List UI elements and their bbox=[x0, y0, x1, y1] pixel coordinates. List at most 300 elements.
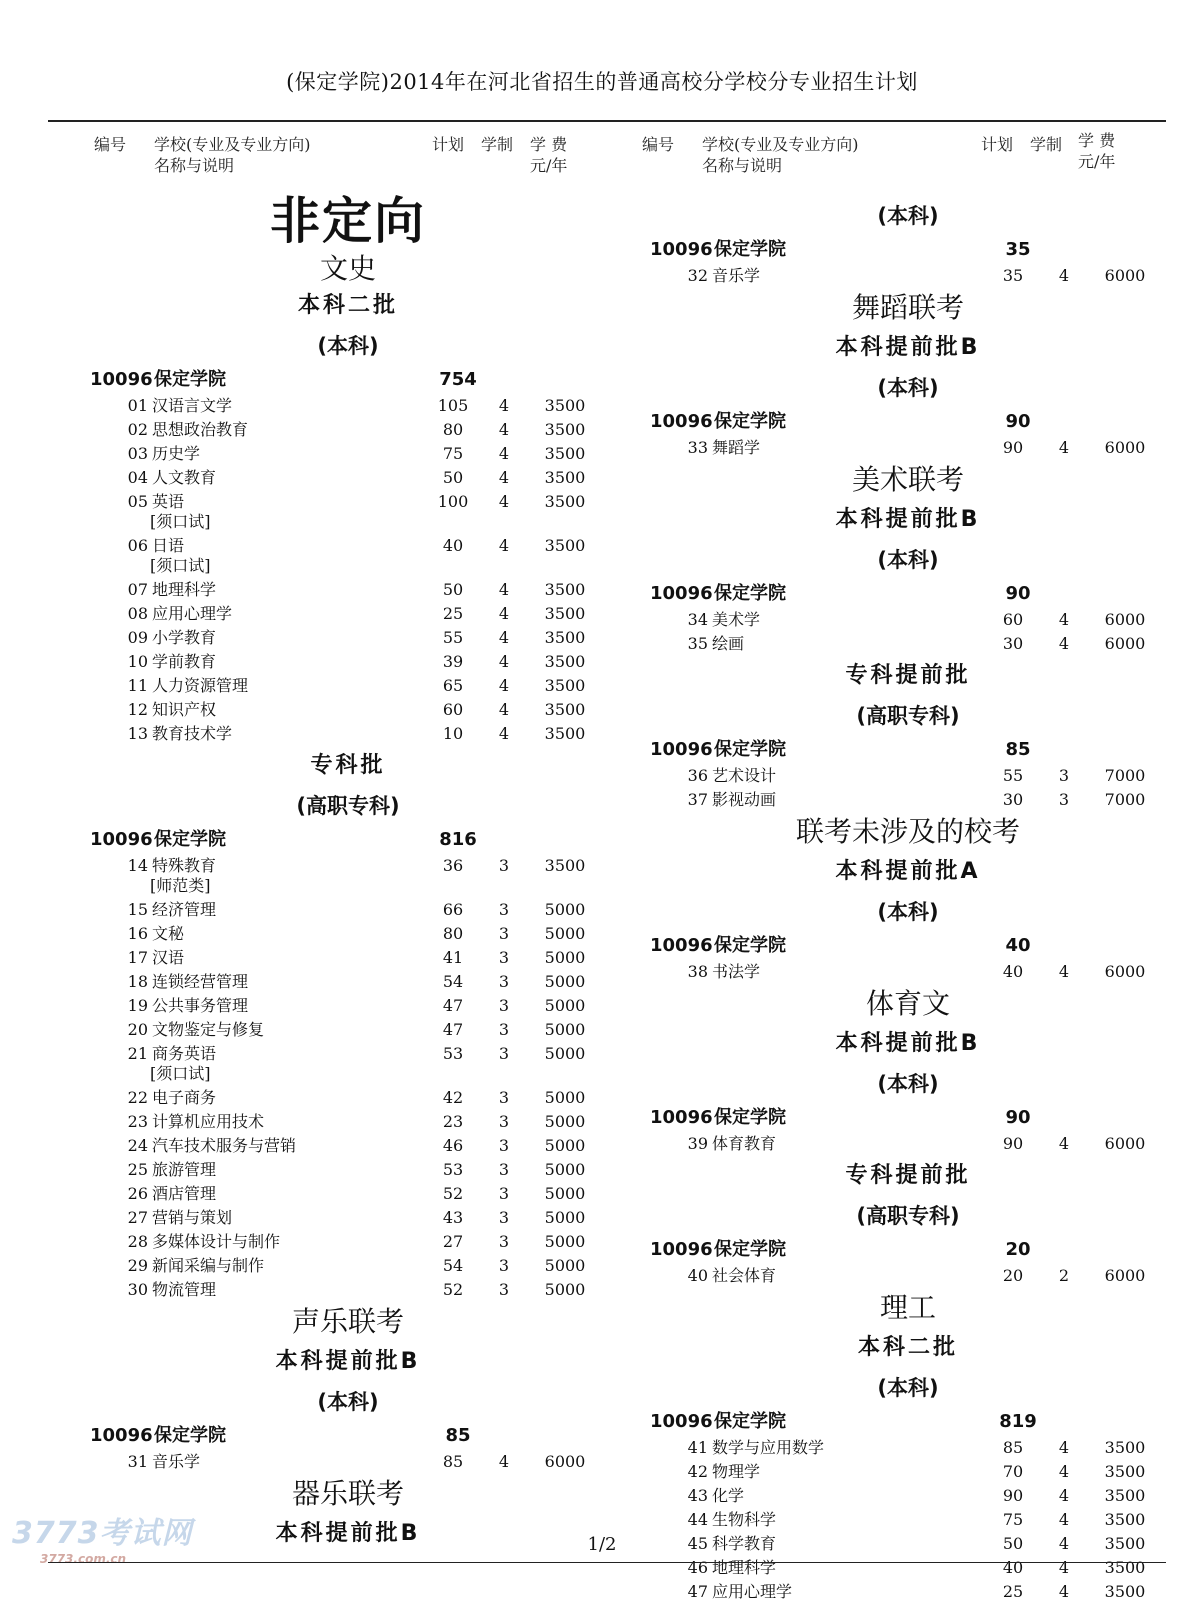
school-code: 10096 bbox=[650, 411, 713, 432]
major-row bbox=[88, 898, 608, 922]
batch-heading: 专科批 bbox=[310, 753, 386, 778]
school-plan: 754 bbox=[439, 369, 477, 390]
major-row bbox=[648, 632, 1168, 656]
school-plan: 90 bbox=[1005, 1107, 1031, 1128]
major-years: 3 bbox=[498, 900, 510, 919]
major-row bbox=[648, 608, 1168, 632]
major-name: 知识产权 bbox=[152, 700, 217, 719]
major-number: 11 bbox=[127, 676, 148, 695]
major-plan: 90 bbox=[1002, 1486, 1024, 1505]
school-name: 保定学院 bbox=[714, 1411, 786, 1432]
major-plan: 27 bbox=[442, 1232, 464, 1251]
school-row bbox=[648, 1104, 1168, 1132]
major-plan: 41 bbox=[442, 948, 464, 967]
majors-list bbox=[88, 854, 608, 1302]
major-name: 教育技术学 bbox=[152, 724, 233, 743]
majors-list bbox=[648, 436, 1168, 460]
major-name: 旅游管理 bbox=[152, 1160, 217, 1179]
major-name: 英语 bbox=[152, 492, 185, 511]
major-plan: 85 bbox=[1002, 1438, 1024, 1457]
major-plan: 50 bbox=[442, 580, 464, 599]
major-row bbox=[648, 264, 1168, 288]
major-fee: 5000 bbox=[544, 1184, 586, 1203]
major-plan: 46 bbox=[442, 1136, 464, 1155]
school-plan: 85 bbox=[445, 1425, 471, 1446]
major-row bbox=[88, 1230, 608, 1254]
major-years: 4 bbox=[498, 420, 510, 439]
major-row bbox=[88, 466, 608, 490]
major-fee: 3500 bbox=[544, 444, 586, 463]
major-number: 06 bbox=[127, 536, 148, 555]
majors-list bbox=[88, 394, 608, 746]
major-number: 18 bbox=[127, 972, 148, 991]
category-heading: 美术联考 bbox=[851, 463, 964, 496]
school-code: 10096 bbox=[90, 369, 153, 390]
major-row bbox=[88, 442, 608, 466]
major-years: 2 bbox=[1058, 1266, 1070, 1285]
major-years: 4 bbox=[498, 492, 510, 511]
major-name: 舞蹈学 bbox=[712, 438, 761, 457]
school-plan: 90 bbox=[1005, 583, 1031, 604]
school-code: 10096 bbox=[650, 739, 713, 760]
major-number: 07 bbox=[127, 580, 148, 599]
major-plan: 75 bbox=[442, 444, 464, 463]
major-plan: 75 bbox=[1002, 1510, 1024, 1529]
major-plan: 40 bbox=[442, 536, 464, 555]
school-row bbox=[648, 736, 1168, 764]
school-code: 10096 bbox=[650, 583, 713, 604]
category-heading: 舞蹈联考 bbox=[851, 291, 964, 324]
major-plan: 20 bbox=[1002, 1266, 1024, 1285]
major-row bbox=[88, 1182, 608, 1206]
major-fee: 5000 bbox=[544, 924, 586, 943]
left-column bbox=[88, 190, 608, 1554]
header-fee-line1: 学 费 bbox=[1078, 131, 1116, 150]
category-heading: 体育文 bbox=[865, 987, 950, 1020]
major-number: 21 bbox=[127, 1044, 148, 1063]
major-plan: 50 bbox=[1002, 1534, 1024, 1553]
major-fee: 6000 bbox=[1104, 266, 1146, 285]
major-number: 29 bbox=[127, 1256, 148, 1275]
major-years: 4 bbox=[1058, 1486, 1070, 1505]
category-heading: 理工 bbox=[879, 1291, 936, 1324]
school-plan: 20 bbox=[1005, 1239, 1031, 1260]
major-years: 4 bbox=[498, 676, 510, 695]
major-plan: 55 bbox=[1002, 766, 1024, 785]
school-row bbox=[648, 932, 1168, 960]
header-school-line1: 学校(专业及专业方向) bbox=[702, 135, 859, 154]
major-years: 4 bbox=[1058, 634, 1070, 653]
major-years: 4 bbox=[1058, 1134, 1070, 1153]
major-years: 3 bbox=[498, 972, 510, 991]
major-number: 26 bbox=[127, 1184, 148, 1203]
batch-heading: 专科提前批 bbox=[845, 663, 971, 688]
major-fee: 3500 bbox=[1104, 1462, 1146, 1481]
level-heading: (本科) bbox=[877, 1072, 939, 1096]
major-plan: 39 bbox=[442, 652, 464, 671]
major-row bbox=[88, 602, 608, 626]
major-row bbox=[88, 946, 608, 970]
batch-heading: 本科提前批B bbox=[835, 507, 981, 532]
major-row bbox=[88, 650, 608, 674]
major-number: 47 bbox=[687, 1582, 708, 1601]
major-name: 应用心理学 bbox=[152, 604, 233, 623]
major-plan: 43 bbox=[442, 1208, 464, 1227]
major-years: 4 bbox=[498, 1452, 510, 1471]
major-name: 新闻采编与制作 bbox=[152, 1256, 265, 1275]
school-plan: 90 bbox=[1005, 411, 1031, 432]
major-number: 31 bbox=[127, 1452, 148, 1471]
school-plan: 85 bbox=[1005, 739, 1031, 760]
major-years: 3 bbox=[1058, 790, 1070, 809]
major-name: 体育教育 bbox=[712, 1134, 777, 1153]
major-fee: 3500 bbox=[544, 676, 586, 695]
category-heading: 器乐联考 bbox=[291, 1477, 404, 1510]
major-years: 4 bbox=[498, 628, 510, 647]
major-row bbox=[88, 1206, 608, 1230]
major-name: 生物科学 bbox=[712, 1510, 777, 1529]
major-plan: 105 bbox=[437, 396, 469, 415]
school-plan: 35 bbox=[1005, 239, 1031, 260]
school-row bbox=[88, 366, 608, 394]
major-row bbox=[648, 1436, 1168, 1460]
major-fee: 6000 bbox=[1104, 438, 1146, 457]
majors-list bbox=[648, 608, 1168, 656]
level-heading: (本科) bbox=[877, 548, 939, 572]
major-years: 3 bbox=[498, 1184, 510, 1203]
major-fee: 3500 bbox=[1104, 1486, 1146, 1505]
major-years: 4 bbox=[1058, 1558, 1070, 1577]
major-fee: 3500 bbox=[1104, 1510, 1146, 1529]
majors-list bbox=[648, 1132, 1168, 1156]
major-row bbox=[88, 722, 608, 746]
major-row bbox=[88, 922, 608, 946]
major-row bbox=[88, 970, 608, 994]
header-years: 学制 bbox=[481, 135, 514, 154]
major-note: [须口试] bbox=[150, 512, 211, 531]
major-number: 24 bbox=[127, 1136, 148, 1155]
major-row bbox=[88, 1450, 608, 1474]
level-heading: (高职专科) bbox=[856, 1204, 960, 1228]
major-fee: 3500 bbox=[544, 604, 586, 623]
major-fee: 5000 bbox=[544, 1020, 586, 1039]
major-fee: 3500 bbox=[544, 700, 586, 719]
category-heading: 联考未涉及的校考 bbox=[795, 815, 1020, 848]
page-number: 1/2 bbox=[587, 1534, 617, 1555]
major-fee: 5000 bbox=[544, 1112, 586, 1131]
major-row bbox=[648, 1508, 1168, 1532]
major-plan: 55 bbox=[442, 628, 464, 647]
level-heading: (本科) bbox=[877, 1376, 939, 1400]
major-fee: 5000 bbox=[544, 1044, 586, 1063]
major-plan: 54 bbox=[442, 972, 464, 991]
major-number: 40 bbox=[687, 1266, 708, 1285]
school-name: 保定学院 bbox=[714, 1107, 786, 1128]
major-plan: 10 bbox=[442, 724, 464, 743]
major-years: 4 bbox=[1058, 1510, 1070, 1529]
school-code: 10096 bbox=[650, 239, 713, 260]
major-number: 19 bbox=[127, 996, 148, 1015]
major-plan: 30 bbox=[1002, 790, 1024, 809]
major-fee: 5000 bbox=[544, 972, 586, 991]
major-plan: 65 bbox=[442, 676, 464, 695]
major-plan: 40 bbox=[1002, 1558, 1024, 1577]
batch-heading: 本科提前批B bbox=[275, 1521, 421, 1546]
major-name: 影视动画 bbox=[712, 790, 777, 809]
major-name: 音乐学 bbox=[152, 1452, 201, 1471]
major-number: 30 bbox=[127, 1280, 148, 1299]
major-name: 思想政治教育 bbox=[152, 420, 249, 439]
major-row bbox=[648, 1132, 1168, 1156]
major-years: 3 bbox=[498, 1256, 510, 1275]
watermark-url: 3773.com.cn bbox=[40, 1552, 127, 1566]
major-plan: 53 bbox=[442, 1044, 464, 1063]
major-number: 04 bbox=[127, 468, 148, 487]
major-years: 3 bbox=[498, 924, 510, 943]
batch-heading: 专科提前批 bbox=[845, 1163, 971, 1188]
major-number: 23 bbox=[127, 1112, 148, 1131]
major-number: 44 bbox=[687, 1510, 708, 1529]
major-fee: 7000 bbox=[1104, 766, 1146, 785]
major-plan: 85 bbox=[442, 1452, 464, 1471]
major-row bbox=[648, 436, 1168, 460]
major-name: 计算机应用技术 bbox=[152, 1112, 265, 1131]
major-name: 物理学 bbox=[712, 1462, 761, 1481]
major-fee: 3500 bbox=[1104, 1582, 1146, 1601]
major-number: 03 bbox=[127, 444, 148, 463]
major-row bbox=[88, 1110, 608, 1134]
major-note: [师范类] bbox=[150, 876, 211, 895]
major-number: 39 bbox=[687, 1134, 708, 1153]
major-name: 历史学 bbox=[152, 444, 201, 463]
major-row bbox=[88, 1278, 608, 1302]
right-column bbox=[648, 196, 1168, 1604]
major-years: 3 bbox=[498, 948, 510, 967]
major-years: 4 bbox=[498, 652, 510, 671]
bottom-rule bbox=[48, 1562, 1166, 1563]
major-years: 4 bbox=[498, 700, 510, 719]
school-row bbox=[648, 236, 1168, 264]
major-years: 3 bbox=[498, 1232, 510, 1251]
major-row bbox=[88, 1134, 608, 1158]
major-years: 4 bbox=[1058, 1462, 1070, 1481]
major-years: 4 bbox=[1058, 438, 1070, 457]
level-heading: (本科) bbox=[317, 334, 379, 358]
major-number: 12 bbox=[127, 700, 148, 719]
header-plan: 计划 bbox=[981, 135, 1014, 154]
major-fee: 3500 bbox=[544, 724, 586, 743]
batch-heading: 本科提前批A bbox=[835, 859, 981, 884]
school-row bbox=[648, 408, 1168, 436]
majors-list bbox=[648, 960, 1168, 984]
major-row bbox=[88, 394, 608, 418]
majors-list bbox=[88, 1450, 608, 1474]
major-plan: 47 bbox=[442, 996, 464, 1015]
major-plan: 23 bbox=[442, 1112, 464, 1131]
batch-heading: 本科提前批B bbox=[835, 335, 981, 360]
school-row bbox=[88, 1422, 608, 1450]
major-fee: 3500 bbox=[544, 628, 586, 647]
major-fee: 5000 bbox=[544, 948, 586, 967]
majors-list bbox=[648, 264, 1168, 288]
major-row bbox=[88, 418, 608, 442]
major-years: 3 bbox=[498, 856, 510, 875]
major-row bbox=[88, 1254, 608, 1278]
major-fee: 6000 bbox=[1104, 634, 1146, 653]
major-fee: 5000 bbox=[544, 1280, 586, 1299]
major-plan: 52 bbox=[442, 1184, 464, 1203]
major-row bbox=[648, 764, 1168, 788]
major-fee: 6000 bbox=[1104, 962, 1146, 981]
major-number: 17 bbox=[127, 948, 148, 967]
major-name: 社会体育 bbox=[712, 1266, 777, 1285]
batch-heading: 本科二批 bbox=[297, 293, 398, 318]
category-heading: 声乐联考 bbox=[291, 1305, 404, 1338]
school-name: 保定学院 bbox=[154, 369, 226, 390]
school-code: 10096 bbox=[90, 829, 153, 850]
major-years: 3 bbox=[498, 1044, 510, 1063]
school-code: 10096 bbox=[650, 1239, 713, 1260]
major-plan: 42 bbox=[442, 1088, 464, 1107]
major-row bbox=[648, 1556, 1168, 1580]
major-years: 4 bbox=[498, 580, 510, 599]
major-number: 08 bbox=[127, 604, 148, 623]
major-number: 02 bbox=[127, 420, 148, 439]
school-name: 保定学院 bbox=[714, 583, 786, 604]
major-fee: 5000 bbox=[544, 1136, 586, 1155]
major-fee: 6000 bbox=[1104, 610, 1146, 629]
school-name: 保定学院 bbox=[154, 829, 226, 850]
major-note: [须口试] bbox=[150, 1064, 211, 1083]
major-row bbox=[88, 490, 608, 534]
major-number: 27 bbox=[127, 1208, 148, 1227]
major-row bbox=[648, 1264, 1168, 1288]
major-fee: 5000 bbox=[544, 1256, 586, 1275]
major-fee: 5000 bbox=[544, 900, 586, 919]
major-name: 学前教育 bbox=[152, 652, 217, 671]
major-years: 4 bbox=[1058, 1438, 1070, 1457]
major-number: 33 bbox=[687, 438, 708, 457]
major-name: 科学教育 bbox=[712, 1534, 777, 1553]
major-name: 汽车技术服务与营销 bbox=[152, 1136, 297, 1155]
major-name: 人文教育 bbox=[152, 468, 217, 487]
school-code: 10096 bbox=[650, 1411, 713, 1432]
school-name: 保定学院 bbox=[714, 411, 786, 432]
major-fee: 3500 bbox=[544, 856, 586, 875]
header-code: 编号 bbox=[642, 135, 675, 154]
school-name: 保定学院 bbox=[714, 1239, 786, 1260]
major-fee: 5000 bbox=[544, 996, 586, 1015]
major-number: 22 bbox=[127, 1088, 148, 1107]
major-plan: 36 bbox=[442, 856, 464, 875]
major-row bbox=[88, 854, 608, 898]
major-row bbox=[648, 1460, 1168, 1484]
major-name: 经济管理 bbox=[152, 900, 217, 919]
majors-list bbox=[648, 1436, 1168, 1604]
major-fee: 6000 bbox=[1104, 1134, 1146, 1153]
major-number: 20 bbox=[127, 1020, 148, 1039]
major-fee: 7000 bbox=[1104, 790, 1146, 809]
major-plan: 52 bbox=[442, 1280, 464, 1299]
major-name: 酒店管理 bbox=[152, 1184, 217, 1203]
school-row bbox=[648, 1408, 1168, 1436]
major-number: 45 bbox=[687, 1534, 708, 1553]
major-fee: 3500 bbox=[544, 396, 586, 415]
major-name: 公共事务管理 bbox=[152, 996, 249, 1015]
major-number: 46 bbox=[687, 1558, 708, 1577]
school-plan: 40 bbox=[1005, 935, 1031, 956]
school-row bbox=[88, 826, 608, 854]
header-fee bbox=[1078, 130, 1115, 172]
major-row bbox=[648, 1580, 1168, 1604]
level-heading: (本科) bbox=[877, 900, 939, 924]
category-heading: 文史 bbox=[319, 252, 376, 285]
major-name: 绘画 bbox=[712, 634, 745, 653]
major-number: 35 bbox=[687, 634, 708, 653]
header-fee bbox=[530, 134, 567, 176]
majors-list bbox=[648, 764, 1168, 812]
school-row bbox=[648, 1236, 1168, 1264]
major-plan: 50 bbox=[442, 468, 464, 487]
major-plan: 25 bbox=[442, 604, 464, 623]
major-years: 3 bbox=[498, 1208, 510, 1227]
major-years: 3 bbox=[498, 1088, 510, 1107]
batch-heading: 本科提前批B bbox=[835, 1031, 981, 1056]
major-name: 数学与应用数学 bbox=[712, 1438, 825, 1457]
major-number: 36 bbox=[687, 766, 708, 785]
major-years: 3 bbox=[498, 1160, 510, 1179]
major-plan: 90 bbox=[1002, 1134, 1024, 1153]
major-name: 化学 bbox=[712, 1486, 745, 1505]
major-name: 物流管理 bbox=[152, 1280, 217, 1299]
level-heading: (高职专科) bbox=[296, 794, 400, 818]
header-fee-line1: 学 费 bbox=[530, 135, 568, 154]
major-row bbox=[648, 1484, 1168, 1508]
major-years: 4 bbox=[498, 468, 510, 487]
major-name: 美术学 bbox=[712, 610, 761, 629]
major-name: 应用心理学 bbox=[712, 1582, 793, 1601]
major-name: 文秘 bbox=[152, 924, 185, 943]
watermark-brand: 3773考试网 bbox=[12, 1516, 193, 1551]
school-code: 10096 bbox=[650, 1107, 713, 1128]
header-code: 编号 bbox=[94, 135, 127, 154]
major-years: 3 bbox=[498, 1020, 510, 1039]
major-number: 38 bbox=[687, 962, 708, 981]
major-plan: 35 bbox=[1002, 266, 1024, 285]
major-fee: 3500 bbox=[1104, 1438, 1146, 1457]
major-years: 4 bbox=[498, 444, 510, 463]
major-name: 书法学 bbox=[712, 962, 761, 981]
major-years: 4 bbox=[1058, 1582, 1070, 1601]
major-fee: 3500 bbox=[544, 652, 586, 671]
header-plan: 计划 bbox=[432, 135, 465, 154]
major-years: 4 bbox=[1058, 962, 1070, 981]
major-number: 16 bbox=[127, 924, 148, 943]
major-name: 多媒体设计与制作 bbox=[152, 1232, 281, 1251]
header-fee-line2: 元/年 bbox=[1078, 152, 1116, 171]
major-fee: 3500 bbox=[544, 420, 586, 439]
header-years: 学制 bbox=[1030, 135, 1063, 154]
major-fee: 3500 bbox=[544, 468, 586, 487]
major-years: 3 bbox=[498, 1136, 510, 1155]
major-plan: 30 bbox=[1002, 634, 1024, 653]
header-school-line2: 名称与说明 bbox=[154, 156, 235, 175]
major-fee: 3500 bbox=[1104, 1558, 1146, 1577]
major-years: 3 bbox=[498, 996, 510, 1015]
level-heading: (本科) bbox=[877, 204, 939, 228]
major-plan: 25 bbox=[1002, 1582, 1024, 1601]
document-title: (保定学院)2014年在河北省招生的普通高校分学校分专业招生计划 bbox=[286, 70, 918, 94]
